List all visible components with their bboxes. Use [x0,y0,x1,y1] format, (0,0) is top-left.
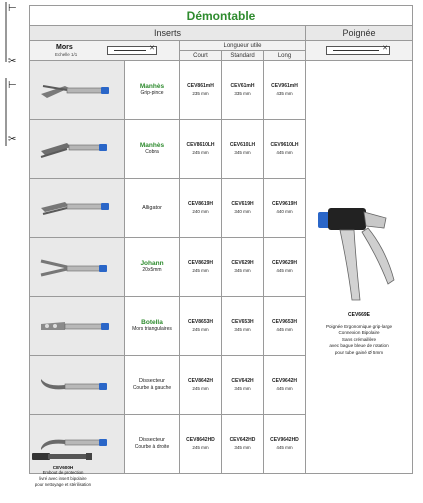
ref-length: 340 mm [234,209,251,214]
insert-image-dissecteur-gauche [30,356,125,415]
ref-code: CEV629H [231,260,254,266]
ref-length: 435 mm [276,91,293,96]
cleaning-desc-line: Embout de protection [42,470,84,475]
ref-length: 345 mm [234,268,251,273]
handle-desc-line: Sans crémaillère [341,336,377,342]
insert-name: Dissecteur [139,378,165,384]
handle-desc-line: avec bague bleue de rotation [329,343,389,349]
ref-code: CEV8642H [187,378,213,384]
ref-cell-court [180,238,222,297]
handle-cell [306,61,413,474]
insert-name-cell [125,356,180,415]
insert-image-cobra [30,120,125,179]
insert-name-cell [125,297,180,356]
col-court: Court [180,51,222,61]
ref-length: 235 mm [192,91,209,96]
insert-image-alligator [30,179,125,238]
ref-cell-court [180,297,222,356]
ref-code: CEV9610LH [270,142,299,148]
insert-name-cell [125,61,180,120]
scissors-icon: ✂ [8,134,17,145]
ref-length: 440 mm [276,209,293,214]
cleaning-insert-description [28,470,98,488]
ref-cell-standard [222,415,264,474]
ref-code: CEV861mH [187,83,214,89]
insert-name-cell [125,179,180,238]
ref-length: 240 mm [192,209,209,214]
ref-cell-standard [222,356,264,415]
ref-cell-standard [222,120,264,179]
ref-code: CEV619H [231,201,254,207]
ref-code: CEV9653H [271,319,297,325]
ref-cell-long [264,61,306,120]
mors-scale: Echelle 1/1 [55,52,78,57]
cleaning-insert [28,447,98,488]
insert-subtitle: Courbe à gauche [132,385,172,391]
ref-cell-long [264,179,306,238]
ref-length: 245 mm [192,268,209,273]
ref-length: 245 mm [192,327,209,332]
inserts-header: Inserts [30,26,306,41]
handle-scale-cell [306,41,413,61]
insert-subtitle: 20x5mm [142,267,162,273]
insert-subtitle: Courbe à droite [134,444,170,450]
insert-name: Alligator [142,204,162,211]
ref-code: CEV642H [231,378,254,384]
insert-name: Dissecteur [139,437,165,443]
ref-code: CEV653H [231,319,254,325]
ref-cell-court [180,61,222,120]
mors-label: Mors [56,44,73,51]
ref-length: 445 mm [276,386,293,391]
ref-length: 335 mm [234,91,251,96]
ref-code: CEV9642HD [270,437,299,443]
handle-desc-line: pour tube gainé Ø 5mm [334,349,384,355]
ref-code: CEV8619H [187,201,213,207]
insert-name: Manhès [139,142,165,149]
page-title: Démontable [30,6,413,26]
ref-cell-court [180,415,222,474]
ref-length: 345 mm [234,150,251,155]
ref-code: CEV8629H [187,260,213,266]
ref-length: 345 mm [234,445,251,450]
ref-cell-long [264,415,306,474]
ref-cell-long [264,356,306,415]
ref-code: CEV8642HD [186,437,215,443]
cleaning-desc-line: pour nettoyage et stérilisation [34,482,92,487]
length-label: Longueur utile [180,41,306,51]
ref-code: CEV9629H [271,260,297,266]
insert-name: Johann [140,260,164,267]
insert-name-cell [125,120,180,179]
ref-length: 245 mm [192,150,209,155]
ref-length: 445 mm [276,268,293,273]
insert-name-cell [125,238,180,297]
ref-cell-court [180,179,222,238]
ref-code: CEV610LH [229,142,256,148]
ref-length: 345 mm [234,386,251,391]
handle-image [314,178,404,308]
ref-length: 445 mm [276,327,293,332]
insert-subtitle: Mors triangulaires [132,326,172,332]
handle-desc-line: Poignée Ergonomique grip-large [325,323,393,329]
insert-image-johann [30,238,125,297]
ref-code: CEV9619H [271,201,297,207]
col-long: Long [264,51,306,61]
ref-length: 245 mm [192,386,209,391]
ref-cell-long [264,238,306,297]
cleaning-insert-ref: CEV600H [52,465,74,470]
ref-cell-long [264,120,306,179]
mors-header [30,41,180,61]
cleaning-desc-line: livré avec insert bipolaire [39,476,87,481]
ref-code: CEV8610LH [186,142,215,148]
ref-code: CEV61mH [230,83,255,89]
col-standard: Standard [222,51,264,61]
insert-name: Manhès [139,83,165,90]
ref-length: 445 mm [276,445,293,450]
insert-image-botella [30,297,125,356]
ref-cell-standard [222,179,264,238]
handle-description [306,324,412,357]
ref-length: 345 mm [234,327,251,332]
ref-code: CEV9642H [271,378,297,384]
insert-image-grip-pince [30,61,125,120]
jaw-marker-icon: ⊢ [8,80,17,91]
insert-name: Botella [141,319,163,326]
ref-cell-court [180,356,222,415]
ref-code: CEV642HD [229,437,256,443]
ref-length: 445 mm [276,150,293,155]
sidebar-markers [0,0,28,503]
ref-code: CEV961mH [271,83,298,89]
scissors-icon: ✂ [8,56,17,67]
catalog-table [29,5,413,474]
handle-header: Poignée [306,26,413,41]
jaw-marker-icon: ⊢ [8,3,17,14]
insert-name-cell [125,415,180,474]
ref-cell-standard [222,238,264,297]
scale-ruler-icon [107,46,157,55]
ref-length: 245 mm [192,445,209,450]
cleaning-insert-image [30,447,96,465]
ref-cell-long [264,297,306,356]
ref-cell-standard [222,61,264,120]
ref-cell-standard [222,297,264,356]
ref-cell-court [180,120,222,179]
ref-code: CEV8653H [187,319,213,325]
scale-ruler-icon [326,46,390,55]
handle-desc-line: Connexion Bipolaire [338,330,380,336]
handle-ref: CEV669E [348,311,370,318]
insert-subtitle: Cobra [145,149,159,155]
insert-subtitle: Grip-pince [140,90,164,96]
